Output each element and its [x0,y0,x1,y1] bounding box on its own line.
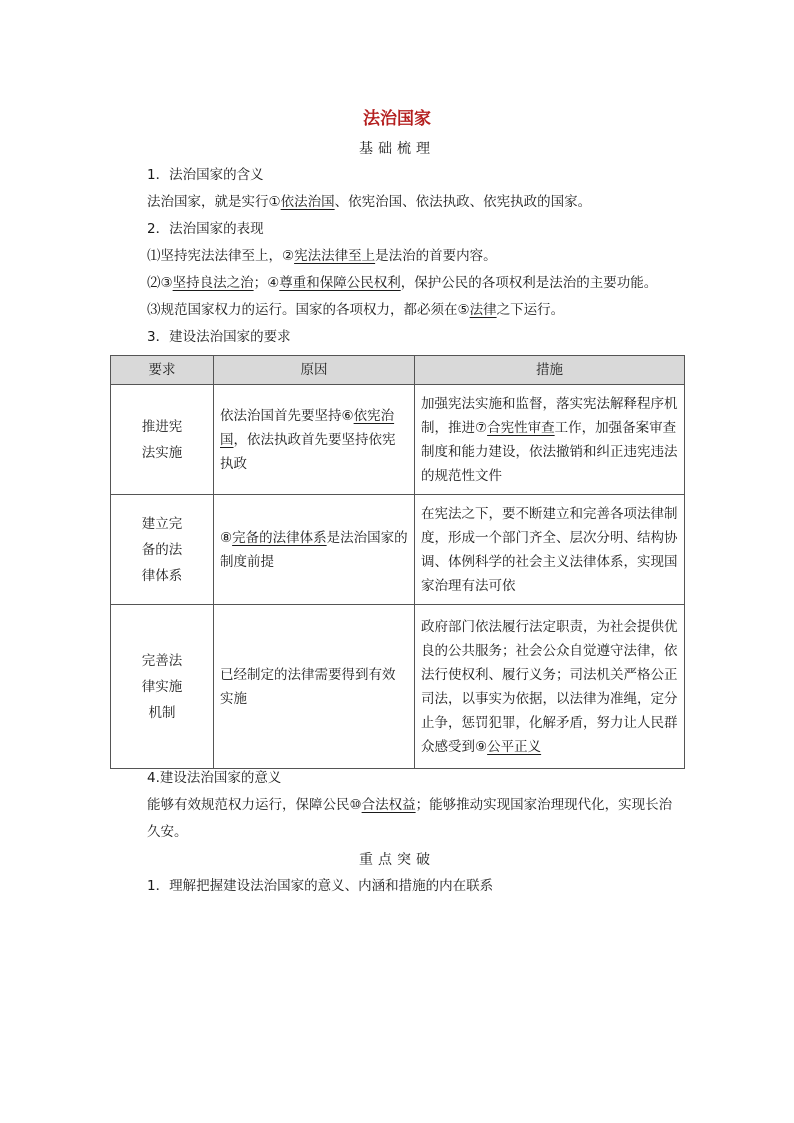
table-row [111,385,685,495]
table-row [111,605,685,769]
blank-6: 依宪治国 [220,407,395,448]
table-cell-reason: 依法治国首先要坚持⑥依宪治国，依法执政首先要坚持依宪执政 [214,385,415,495]
table-cell-measure: 政府部门依法履行法定职责，为社会提供优良的公共服务；社会公众自觉遵守法律，依法行使权利、履行义务；司法机关严格公正司法，以事实为依据，以法律为准绳，定分止争，惩罚犯罪，化解矛盾，努力让人民群众感受到⑨公平正义 [415,605,685,769]
table-header-row [111,356,685,385]
blank-7: 合宪性审查 [487,419,555,436]
point-2-1: ⑴坚持宪法法律至上，②宪法法律至上是法治的首要内容。 [147,248,497,264]
heading-4: 4.建设法治国家的意义 [147,770,282,786]
table-cell-reason: ⑧完备的法律体系是法治国家的制度前提 [214,495,415,605]
table-cell-requirement: 推进宪法实施 [111,385,214,495]
blank-10: 合法权益 [361,797,416,813]
paragraph-4: 能够有效规范权力运行，保障公民⑩合法权益；能够推动实现国家治理现代化，实现长治久安。 [147,797,673,840]
heading-5: 1．理解把握建设法治国家的意义、内涵和措施的内在联系 [147,878,494,894]
blank-3: 坚持良法之治 [172,275,254,291]
section-title-basics: 基础梳理 [359,141,435,157]
table-header: 要求 [111,356,214,385]
table-cell-requirement: 完善法律实施机制 [111,605,214,769]
table-cell-measure: 在宪法之下，要不断建立和完善各项法律制度，形成一个部门齐全、层次分明、结构协调、体例科学的社会主义法律体系，实现国家治理有法可依 [415,495,685,605]
requirements-table [110,355,685,769]
blank-5: 法律 [469,302,497,318]
page-title: 法治国家 [363,109,431,129]
blank-4: 尊重和保障公民权利 [279,275,401,291]
blank-2: 宪法法律至上 [294,248,376,264]
table-cell-measure: 加强宪法实施和监督，落实宪法解释程序机制，推进⑦合宪性审查工作，加强备案审查制度和能力建设，依法撤销和纠正违宪违法的规范性文件 [415,385,685,495]
point-2-2: ⑵③坚持良法之治；④尊重和保障公民权利，保护公民的各项权利是法治的主要功能。 [147,275,658,291]
heading-1: 1．法治国家的含义 [147,167,264,183]
heading-2: 2．法治国家的表现 [147,221,264,237]
table-cell-requirement: 建立完备的法律体系 [111,495,214,605]
table-header: 措施 [415,356,685,385]
section-title-key-points: 重点突破 [359,852,435,868]
point-2-3: ⑶规范国家权力的运行。国家的各项权力，都必须在⑤法律之下运行。 [147,302,565,318]
blank-9: 公平正义 [487,738,542,755]
table-header: 原因 [214,356,415,385]
paragraph-1: 法治国家，就是实行①依法治国、依宪治国、依法执政、依宪执政的国家。 [147,194,592,210]
table-cell-reason: 已经制定的法律需要得到有效实施 [214,605,415,769]
blank-8: 完备的法律体系 [232,529,327,546]
heading-3: 3．建设法治国家的要求 [147,329,291,345]
table-row [111,495,685,605]
blank-1: 依法治国 [280,194,335,210]
